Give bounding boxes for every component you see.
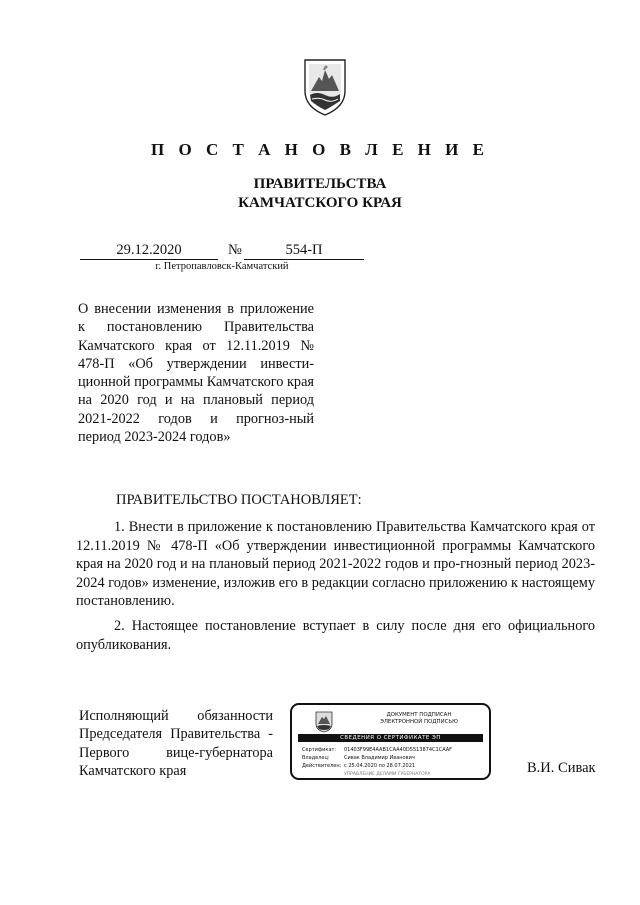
electronic-signature-stamp <box>290 703 491 780</box>
stamp-certificate-label: Сертификат: <box>302 747 337 753</box>
kamchatka-coat-of-arms-icon <box>301 57 349 117</box>
stamp-footer: УПРАВЛЕНИЕ ДЕЛАМИ ГУБЕРНАТОРА <box>344 772 431 777</box>
stamp-validity-row <box>302 763 415 769</box>
document-number: 554-П <box>244 242 364 260</box>
stamp-owner-value: Сивак Владимир Иванович <box>344 755 415 761</box>
stamp-certificate-row <box>302 747 452 753</box>
document-title: П О С Т А Н О В Л Е Н И Е <box>151 140 489 159</box>
document-subject: О внесении изменения в приложение к постановлению Правительства Камчатского края от 12.11.2019 № 478-П «Об утверждении инвести-ционной программы Камчатского края на 2020 год и на плановый период 2021-2022 годов и прогноз-ный период 2023-2024 годов» <box>78 301 314 446</box>
stamp-heading-line-2: ЭЛЕКТРОННОЙ ПОДПИСЬЮ <box>380 719 458 725</box>
stamp-emblem-icon <box>314 711 334 733</box>
government-name-line-1: ПРАВИТЕЛЬСТВА <box>253 176 387 192</box>
document-city: г. Петропавловск-Камчатский <box>155 261 289 272</box>
paragraph-2: 2. Настоящее постановление вступает в силу после дня его официального опубликования. <box>76 618 595 653</box>
stamp-heading-line-1: ДОКУМЕНТ ПОДПИСАН <box>386 712 452 718</box>
stamp-certificate-value: 01403F99E4AAB1CAA40D5513874C1CAAF <box>344 747 453 753</box>
stamp-certificate-bar: СВЕДЕНИЯ О СЕРТИФИКАТЕ ЭП <box>298 734 483 742</box>
government-name-line-2: КАМЧАТСКОГО КРАЯ <box>238 195 402 211</box>
decree-heading: ПРАВИТЕЛЬСТВО ПОСТАНОВЛЯЕТ: <box>116 492 362 508</box>
document-date: 29.12.2020 <box>80 242 218 260</box>
stamp-validity-label: Действителен: <box>302 763 342 769</box>
stamp-owner-row <box>302 755 415 761</box>
signer-position: Исполняющий обязанности Председателя Правительства - Первого вице-губернатора Камчатского края <box>79 708 273 779</box>
stamp-owner-label: Владелец: <box>302 755 330 761</box>
stamp-validity-value: с 25.04.2020 по 28.07.2021 <box>344 763 416 769</box>
signer-name: В.И. Сивак <box>527 760 596 776</box>
number-sign: № <box>228 242 242 258</box>
stamp-heading <box>352 712 486 726</box>
paragraph-1: 1. Внести в приложение к постановлению Правительства Камчатского края от 12.11.2019 № 478-П «Об утверждении инвестиционной программы Камчатского края на 2020 год и на плановый период 2021-2022 годов и про-гнозный период 2023-2024 годов» изменение, изложив его в редакции согласно приложению к настоящему постановлению. <box>76 519 595 610</box>
